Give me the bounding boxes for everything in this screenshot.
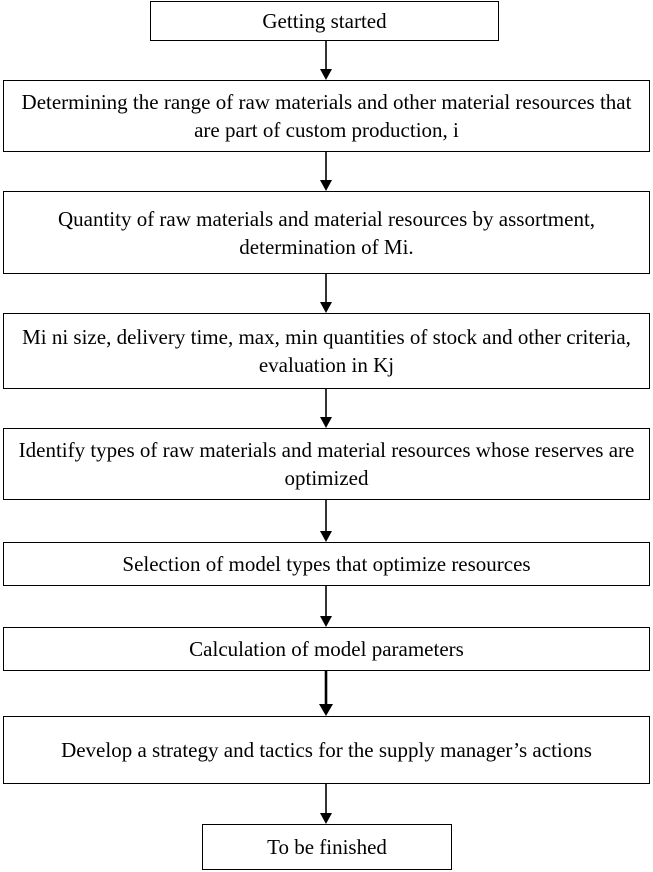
arrow-step-3-to-step-4: [320, 389, 332, 428]
step-5-label: Selection of model types that optimize resources: [122, 552, 531, 576]
arrow-start-to-step-1: [320, 41, 332, 80]
arrow-step-6-to-step-7: [319, 671, 333, 716]
arrow-step-4-to-step-5: [320, 500, 332, 542]
step-1-label: Determining the range of raw materials and other material resources that are part of custom production, i: [21, 90, 632, 142]
step-6-label: Calculation of model parameters: [189, 637, 464, 661]
arrow-step-7-to-end: [320, 784, 332, 824]
arrow-step-1-to-step-2: [320, 152, 332, 191]
end-label: To be finished: [267, 835, 387, 859]
arrow-step-5-to-step-6: [320, 586, 332, 627]
arrow-step-2-to-step-3: [320, 274, 332, 313]
step-4-label: Identify types of raw materials and material resources whose reserves are optimized: [18, 438, 635, 490]
step-2-label: Quantity of raw materials and material resources by assortment, determination of Mi.: [57, 206, 596, 259]
start-label: Getting started: [262, 9, 387, 33]
step-7-label: Develop a strategy and tactics for the supply manager’s actions: [61, 738, 592, 762]
step-3-label: Mi ni size, delivery time, max, min quantities of stock and other criteria, evaluation in Kj: [22, 325, 631, 377]
